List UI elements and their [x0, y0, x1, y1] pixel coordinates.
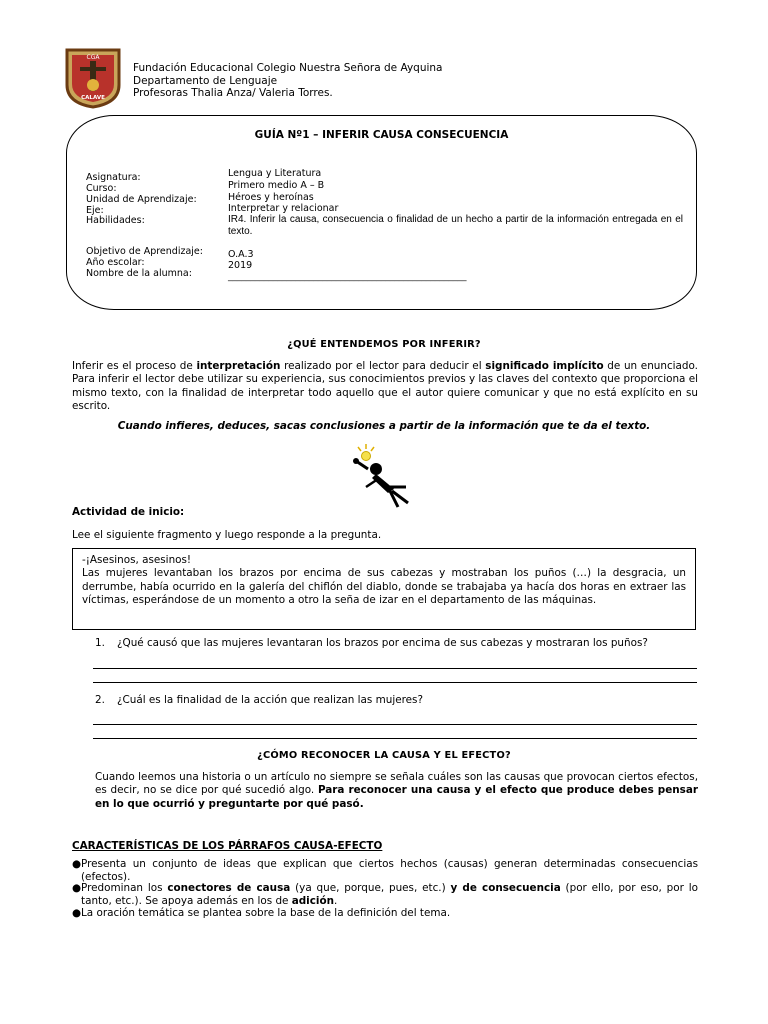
- field-value: Interpretar y relacionar: [228, 203, 339, 214]
- section-title-caracteristicas: CARACTERÍSTICAS DE LOS PÁRRAFOS CAUSA-EFECTO: [72, 840, 383, 852]
- bullet-icon: ●: [72, 907, 82, 919]
- school-logo: [64, 47, 122, 109]
- field-value: 2019: [228, 260, 253, 271]
- question-2: ¿Cuál es la finalidad de la acción que realizan las mujeres?: [117, 694, 423, 706]
- answer-line[interactable]: [93, 668, 697, 669]
- field-label: Curso:: [86, 183, 117, 194]
- question-1: ¿Qué causó que las mujeres levantaran los brazos por encima de sus cabezas y mostraran los puños?: [117, 637, 648, 649]
- answer-line[interactable]: [93, 682, 697, 683]
- field-value: Primero medio A – B: [228, 180, 325, 191]
- header-institution: Fundación Educacional Colegio Nuestra Señora de Ayquina: [133, 62, 443, 74]
- question-2-number: 2.: [95, 694, 105, 706]
- field-value: Héroes y heroínas: [228, 192, 314, 203]
- field-value: O.A.3: [228, 249, 254, 260]
- inferir-paragraph: Inferir es el proceso de interpretación realizado por el lector para deducir el significado implícito de un enunciado. Para inferir el lector debe utilizar su experiencia, sus conocimientos previos y las claves del contexto que proporciona el mismo texto, con la finalidad de interpretar todo aquello que el autor quiere comunicar y que no está explícito en su escrito.: [72, 360, 698, 412]
- field-label: Unidad de Aprendizaje:: [86, 194, 197, 205]
- name-blank-line: _____________________________________________________: [228, 272, 467, 282]
- thinking-figure-icon: [346, 441, 416, 511]
- section-title-inferir: ¿QUÉ ENTENDEMOS POR INFERIR?: [287, 339, 481, 350]
- answer-line[interactable]: [93, 724, 697, 725]
- section-title-causa-efecto: ¿CÓMO RECONOCER LA CAUSA Y EL EFECTO?: [257, 750, 511, 761]
- field-value: IR4. Inferir la causa, consecuencia o finalidad de un hecho a partir de la información entregada en el texto.: [228, 214, 683, 237]
- activity-instruction: Lee el siguiente fragmento y luego responde a la pregunta.: [72, 529, 382, 541]
- field-label: Habilidades:: [86, 215, 145, 226]
- fragment-body: Las mujeres levantaban los brazos por encima de sus cabezas y mostraban los puños (…) la desgracia, un derrumbe, había ocurrido en la galería del chiflón del diablo, donde se trabajaba ya hacía dos horas en extraer las víctimas, esperándose de un momento a otro la seña de izar en el departamento de las máquinas.: [82, 567, 686, 606]
- field-value: Lengua y Literatura: [228, 168, 322, 179]
- header-teachers: Profesoras Thalia Anza/ Valeria Torres.: [133, 87, 333, 99]
- causa-efecto-paragraph: Cuando leemos una historia o un artículo no siempre se señala cuáles son las causas que provocan ciertos efectos, es decir, no se dice por qué sucedió algo. Para reconocer una causa y el efecto que produce debes pensar en lo que ocurrió y preguntarte por qué pasó.: [95, 771, 698, 810]
- inferir-highlight: Cuando infieres, deduces, sacas conclusiones a partir de la información que te da el texto.: [117, 420, 651, 432]
- logo-top-text: CGA: [86, 54, 100, 61]
- field-label: Nombre de la alumna:: [86, 268, 192, 279]
- fragment-first-line: -¡Asesinos, asesinos!: [82, 554, 192, 566]
- bullet-icon: ●: [72, 858, 82, 870]
- field-label: Año escolar:: [86, 257, 145, 268]
- answer-line[interactable]: [93, 738, 697, 739]
- fragment-box: [72, 548, 696, 630]
- list-item: ● Predominan los conectores de causa (ya que, porque, pues, etc.) y de consecuencia (por ello, por eso, por lo tanto, etc.). Se apoya además en los de adición.: [72, 882, 698, 907]
- logo-bottom-text: CALAVE: [81, 95, 105, 101]
- field-label: Objetivo de Aprendizaje:: [86, 246, 203, 257]
- list-item: ● Presenta un conjunto de ideas que explican que ciertos hechos (causas) generan determinadas consecuencias (efectos).: [72, 858, 698, 883]
- field-label: Asignatura:: [86, 172, 141, 183]
- bullet-icon: ●: [72, 882, 82, 894]
- field-label: Eje:: [86, 205, 104, 216]
- question-1-number: 1.: [95, 637, 105, 649]
- guide-title: GUÍA Nº1 – INFERIR CAUSA CONSECUENCIA: [254, 129, 509, 141]
- header-department: Departamento de Lenguaje: [133, 75, 278, 87]
- activity-title: Actividad de inicio:: [72, 506, 185, 518]
- list-item: ● La oración temática se plantea sobre la base de la definición del tema.: [72, 907, 451, 919]
